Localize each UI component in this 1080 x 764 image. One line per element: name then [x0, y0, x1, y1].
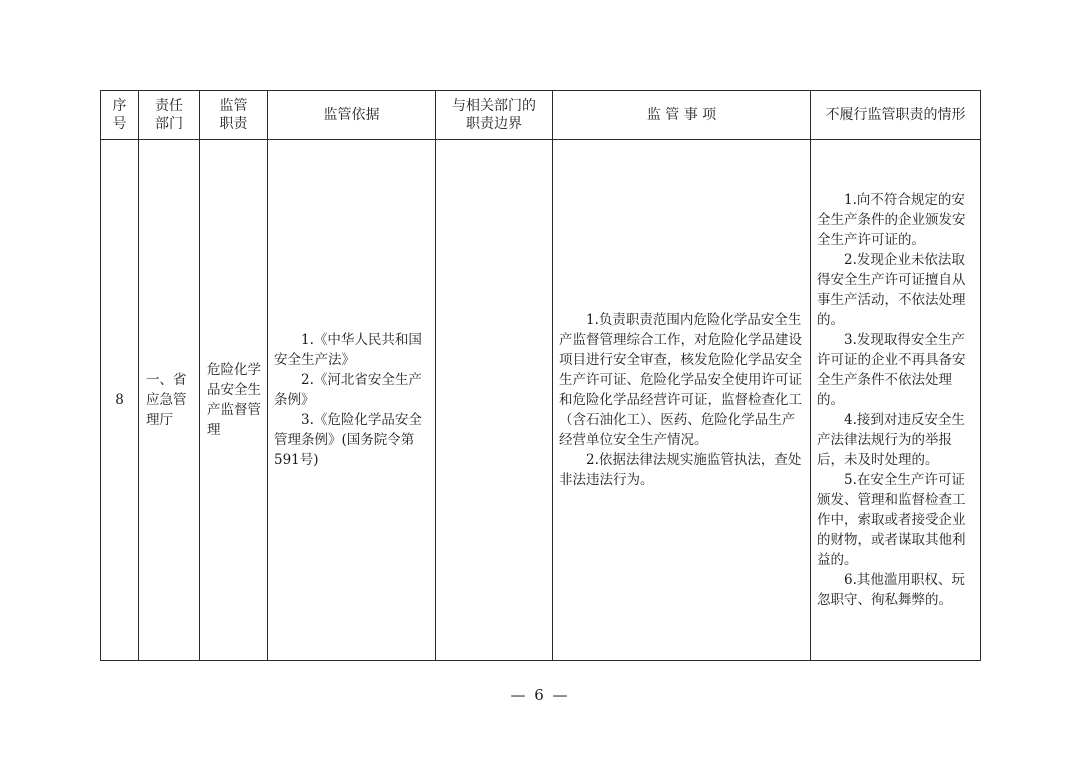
header-failures: 不履行监管职责的情形: [811, 91, 981, 140]
item-paragraph: 1.负责职责范围内危险化学品安全生产监督管理综合工作，对危险化学品建设项目进行安全审查，核发危险化学品安全生产许可证、危险化学品安全使用许可证和危险化学品经营许可证，监督检查化工（含石油化工）、医药、危险化学品生产经营单位安全生产情况。: [559, 312, 802, 448]
table-header-row: [101, 91, 981, 140]
failure-item: 1.向不符合规定的安全生产条件的企业颁发安全生产许可证的。: [817, 192, 966, 248]
failure-item: 5.在安全生产许可证颁发、管理和监督检查工作中，索取或者接受企业的财物，或者谋取其他利益的。: [817, 472, 966, 568]
responsibility-table: [100, 90, 981, 661]
basis-item: 2.《河北省安全生产条例》: [274, 372, 422, 408]
row-items: [553, 140, 811, 661]
row-boundary: [436, 140, 553, 661]
table-row: [101, 140, 981, 661]
failure-item: 4.接到对违反安全生产法律法规行为的举报后，未及时处理的。: [817, 412, 965, 468]
failure-item: 2.发现企业未依法取得安全生产许可证擅自从事生产活动，不依法处理的。: [817, 252, 966, 328]
header-number: 序 号: [101, 91, 139, 140]
header-basis: 监管依据: [268, 91, 436, 140]
page-number: — 6 —: [510, 686, 570, 704]
failure-item: 3.发现取得安全生产许可证的企业不再具备安全生产条件不依法处理的。: [817, 332, 966, 408]
row-number: 8: [101, 140, 139, 661]
basis-item: 1.《中华人民共和国安全生产法》: [274, 332, 422, 368]
header-items: 监 管 事 项: [553, 91, 811, 140]
failure-item: 6.其他滥用职权、玩忽职守、徇私舞弊的。: [817, 572, 965, 608]
header-department: 责任 部门: [139, 91, 200, 140]
row-duty: 危险化学品安全生产监督管理: [200, 140, 268, 661]
header-boundary: 与相关部门的 职责边界: [436, 91, 553, 140]
item-paragraph: 2.依据法律法规实施监管执法，查处非法违法行为。: [559, 452, 802, 488]
header-duty: 监管 职责: [200, 91, 268, 140]
row-failures: [811, 140, 981, 661]
row-department: 一、省应急管理厅: [139, 140, 200, 661]
basis-item: 3.《危险化学品安全管理条例》(国务院令第591号): [274, 412, 422, 468]
row-basis: [268, 140, 436, 661]
